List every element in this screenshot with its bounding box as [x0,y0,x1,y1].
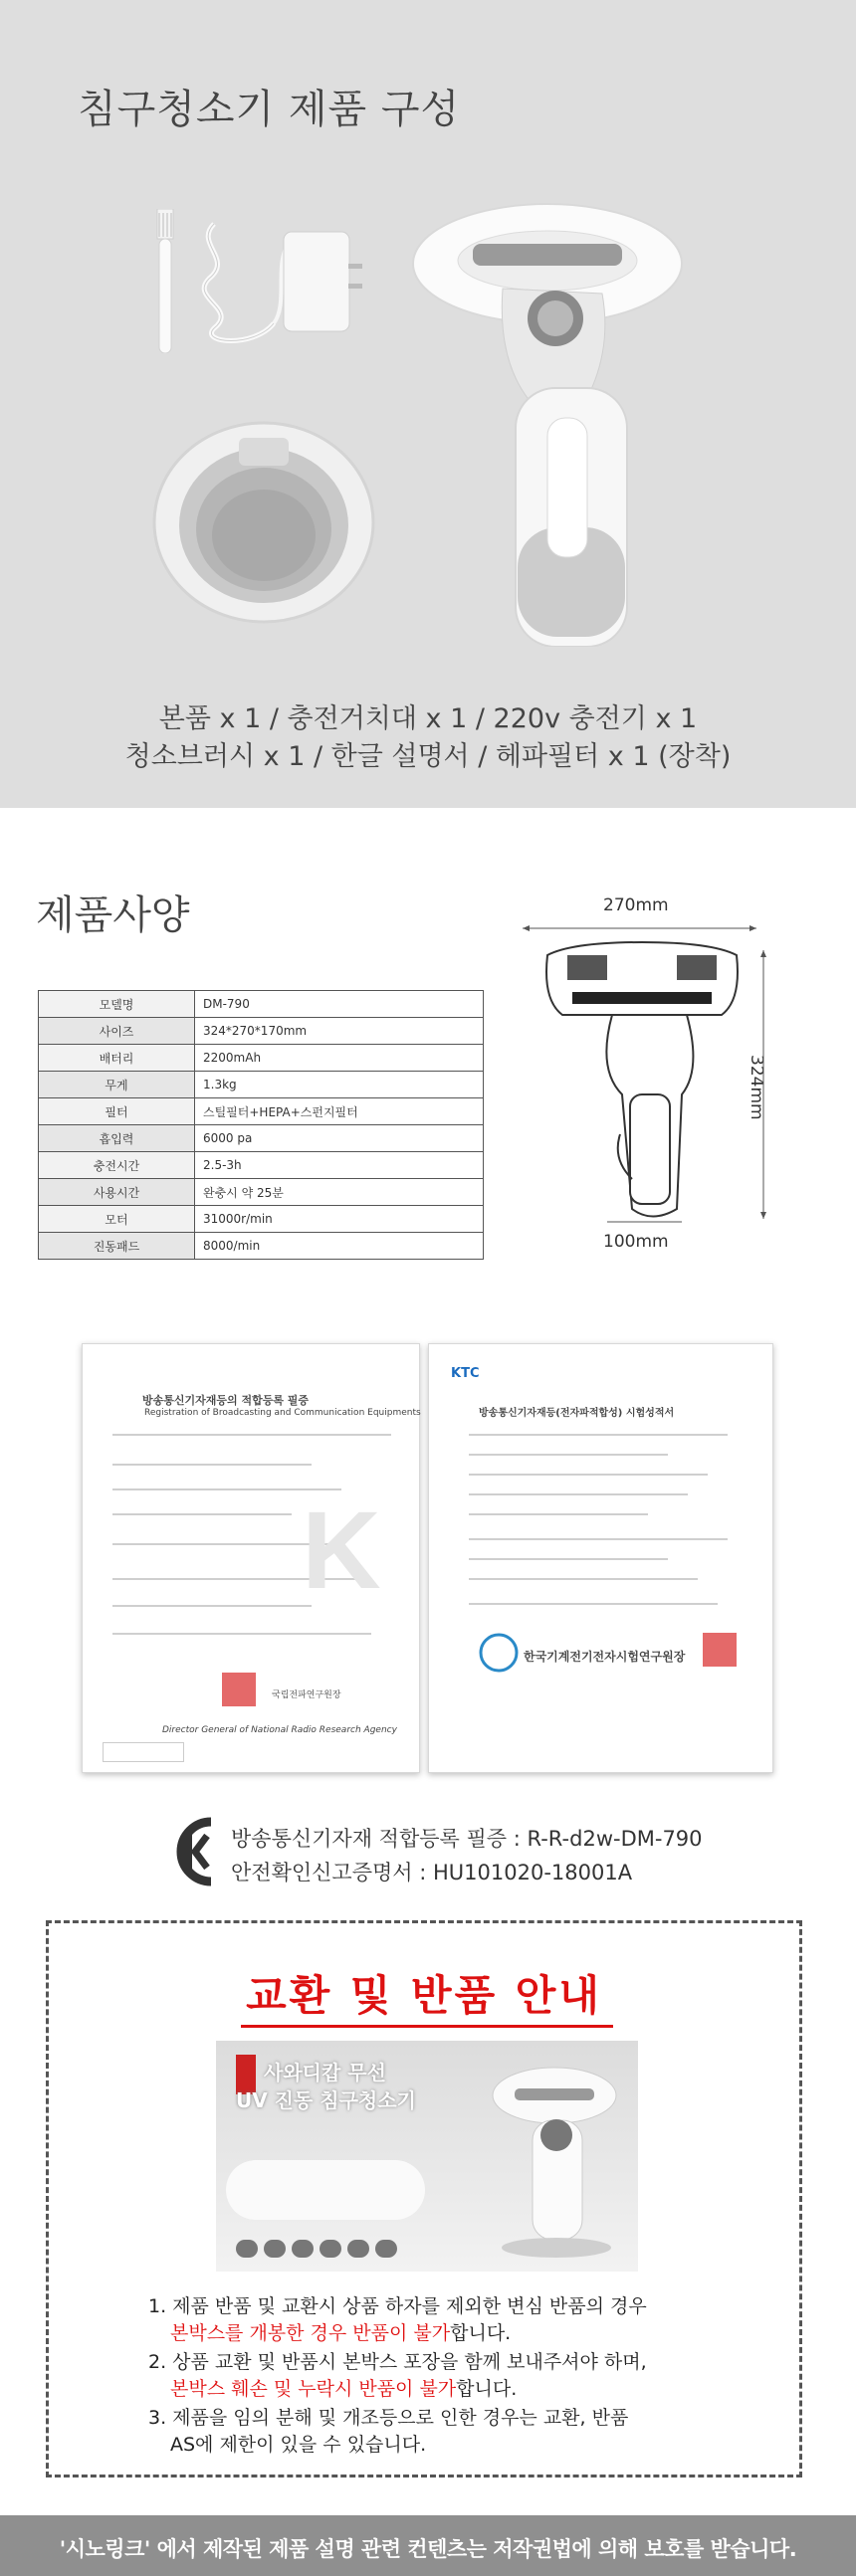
svg-text:K: K [302,1493,381,1612]
notice-item-3 [148,2405,746,2459]
charger-adapter-image [194,204,373,353]
notice-item-1 [148,2293,746,2347]
ktc-seal-icon [479,1633,519,1673]
left-cert-org-en: Director General of National Radio Research Agency [162,1725,397,1735]
spec-value: 완충시 약 25분 [195,1179,484,1206]
spec-key: 무게 [39,1072,195,1098]
notice-item-2 [148,2349,746,2403]
spec-key: 진동패드 [39,1233,195,1260]
components-section [0,0,856,808]
spec-value: DM-790 [195,991,484,1018]
left-cert-subtitle: Registration of Broadcasting and Communication Equipments [144,1408,421,1418]
spec-value: 2.5-3h [195,1152,484,1179]
box-text-line2: UV 진동 침구청소기 [236,2088,416,2112]
spec-key: 모터 [39,1206,195,1233]
spec-key: 필터 [39,1098,195,1125]
copyright-footer [0,2515,856,2576]
left-cert-org: 국립전파연구원장 [272,1690,341,1700]
notice-item-2-text: 2. 상품 교환 및 반품시 본박스 포장을 함께 보내주셔야 하며, [148,2351,647,2373]
test-report-certificate-image [428,1343,773,1773]
notice-item-3-text: 3. 제품을 임의 분해 및 개조등으로 인한 경우는 교환, 반품 [148,2407,629,2429]
spec-value: 31000r/min [195,1206,484,1233]
kc-safety-line: 안전확인신고증명서 : HU101020-18001A [231,1861,633,1884]
charging-dock-image [149,418,378,627]
spec-value: 324*270*170mm [195,1018,484,1045]
base-dimension-label: 100mm [603,1232,669,1252]
dimension-drawing [513,920,771,1229]
spec-title: 제품사양 [36,892,190,938]
box-vacuum-image [485,2061,624,2260]
notice-item-1-rest: 합니다. [450,2322,512,2344]
spec-value: 스틸필터+HEPA+스펀지필터 [195,1098,484,1125]
copyright-text: '시노링크' 에서 제작된 제품 설명 관련 컨텐츠는 저작권법에 의해 보호를 받습니다. [59,2537,797,2561]
kc-watermark-icon [292,1493,391,1613]
spec-key: 흡입력 [39,1125,195,1152]
notice-item-3-text-2: AS에 제한이 있을 수 있습니다. [170,2434,427,2456]
product-box-image [216,2041,638,2272]
spec-key: 충전시간 [39,1152,195,1179]
spec-value: 6000 pa [195,1125,484,1152]
spec-key: 배터리 [39,1045,195,1072]
spec-key: 사용시간 [39,1179,195,1206]
notice-item-2-red: 본박스 훼손 및 누락시 반품이 불가 [170,2378,457,2400]
vacuum-main-body-image [398,199,697,647]
kc-logo-icon [171,1816,217,1887]
spec-value: 1.3kg [195,1072,484,1098]
kc-registration-line: 방송통신기자재 적합등록 필증 : R-R-d2w-DM-790 [231,1827,703,1851]
width-dimension-label: 270mm [603,895,669,915]
box-text-line1: 사와디캅 무선 [264,2061,386,2084]
spec-table [38,990,484,1260]
right-cert-logo: KTC [451,1366,480,1381]
spec-key: 사이즈 [39,1018,195,1045]
spec-key: 모델명 [39,991,195,1018]
spec-value: 2200mAh [195,1045,484,1072]
notice-item-1-text: 1. 제품 반품 및 교환시 상품 하자를 제외한 변심 반품의 경우 [148,2295,647,2317]
exchange-title-underline [241,2025,613,2028]
left-cert-title: 방송통신기자재등의 적합등록 필증 [142,1394,310,1407]
spec-value: 8000/min [195,1233,484,1260]
exchange-title: 교환 및 반품 안내 [246,1971,602,2020]
exchange-return-box [46,1920,802,2477]
notice-item-1-red: 본박스를 개봉한 경우 반품이 불가 [170,2322,451,2344]
components-list-line1: 본품 x 1 / 충전거치대 x 1 / 220v 충전기 x 1 [158,703,698,734]
right-cert-title: 방송통신기자재등(전자파적합성) 시험성적서 [479,1408,675,1419]
height-dimension-label: 324mm [747,1055,766,1120]
notice-item-2-rest: 합니다. [456,2378,518,2400]
components-list-line2: 청소브러시 x 1 / 한글 설명서 / 헤파필터 x 1 (장착) [124,741,732,772]
right-cert-seal: 한국기계전기전자시험연구원장 [524,1650,686,1664]
components-title: 침구청소기 제품 구성 [78,87,461,132]
cleaning-brush-image [149,209,181,353]
registration-certificate-image [82,1343,420,1773]
